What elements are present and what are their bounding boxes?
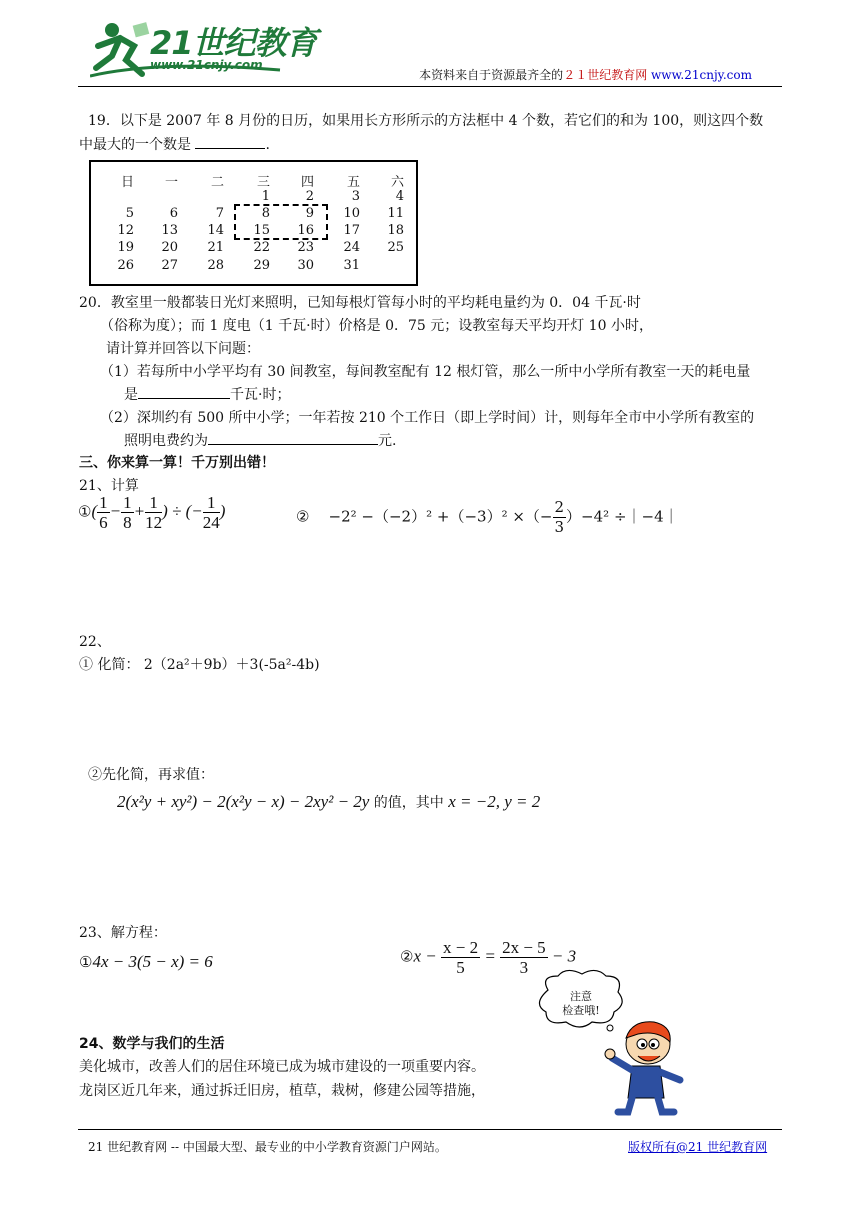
weekday-header: 日	[120, 175, 134, 190]
q23-label-1: ①	[79, 953, 93, 971]
q20-part2-blank[interactable]	[208, 430, 378, 445]
calendar-day: 26	[117, 258, 134, 273]
q20-part2-suffix: 元.	[378, 433, 397, 449]
fraction: $\frac{1}{8}$	[123, 493, 132, 532]
q20-line3: 请计算并回答以下问题：	[106, 341, 260, 357]
q20-part2-line1: （2）深圳约有 500 所中小学；一年若按 210 个工作日（即上学时间）计，则每年全市中小学所有教室的	[100, 410, 755, 426]
q23-label-2: ②	[400, 949, 414, 966]
q20-part1-blank[interactable]	[138, 384, 230, 399]
q23-eq1: 4x − 3(5 − x) = 6	[92, 952, 213, 971]
q20-part2-line2	[124, 430, 396, 450]
calendar-day: 28	[207, 258, 224, 273]
q20-line1: 20．教室里一般都装日光灯来照明，已知每根灯管每小时的平均耗电量约为 0．04 千瓦·时	[79, 295, 641, 311]
header-divider	[78, 86, 782, 87]
calendar-day: 11	[387, 206, 404, 221]
header-source	[419, 66, 752, 83]
calendar-day: 8	[261, 206, 270, 221]
q24-title: 24、数学与我们的生活	[79, 1036, 225, 1052]
calendar-day: 7	[215, 206, 224, 221]
calendar-day: 15	[253, 223, 270, 238]
q23-title: 23、解方程：	[79, 925, 167, 941]
calendar-day: 5	[125, 206, 134, 221]
q20-part2-prefix: 照明电费约为	[124, 433, 208, 449]
fraction: $\frac{2}{3}$	[554, 498, 565, 536]
q22-expression: 2(x²y + xy²) − 2(x²y − x) − 2xy² − 2y	[117, 792, 370, 811]
q21-expr-part-a: −2² −（−2）² +（−3）² ×（−	[328, 507, 553, 526]
fraction: $\frac{1}{12}$	[145, 493, 163, 532]
fraction: $\frac{1}{24}$	[202, 493, 220, 532]
q21-expression-2	[296, 498, 679, 537]
q22-condition: x = −2, y = 2	[448, 792, 541, 811]
calendar-day: 2	[305, 189, 314, 204]
calendar-day: 13	[161, 223, 178, 238]
calendar-day: 25	[387, 240, 404, 255]
calendar-day: 1	[261, 189, 270, 204]
footer-text: 21 世纪教育网 -- 中国最大型、最专业的中小学教育资源门户网站。	[88, 1140, 447, 1154]
q22-part2-line	[117, 792, 540, 812]
calendar-day: 24	[343, 240, 360, 255]
weekday-header: 四	[300, 175, 314, 190]
footer-copyright-link[interactable]: 版权所有@21 世纪教育网	[628, 1140, 768, 1154]
cartoon-character-icon	[598, 1018, 690, 1116]
q20-part1-prefix: 是	[124, 387, 138, 403]
q24-line1: 美化城市，改善人们的居住环境已成为城市建设的一项重要内容。	[79, 1059, 485, 1075]
fraction: $\frac{2x - 5}{3}$	[502, 938, 546, 977]
calendar-day: 30	[297, 258, 314, 273]
q21-expr-part-b: ）−4² ÷｜−4｜	[566, 507, 679, 526]
weekday-header: 三	[256, 175, 270, 190]
q19-line1: 19．以下是 2007 年 8 月份的日历，如果用长方形所示的方法框中 4 个数，若它们的和为 100，则这四个数	[88, 113, 764, 129]
q21-label-1: ①	[78, 504, 92, 521]
calendar-day: 31	[343, 258, 360, 273]
section3-title: 三、你来算一算！千万别出错！	[79, 455, 275, 471]
weekday-header: 一	[164, 175, 178, 190]
q23-eq2-b: − 3	[551, 946, 577, 966]
q20-part1-suffix: 千瓦·时；	[230, 387, 291, 403]
calendar-day: 14	[207, 223, 224, 238]
footer-divider	[78, 1129, 782, 1130]
q19-line2	[79, 134, 270, 154]
calendar-day: 27	[161, 258, 178, 273]
calendar-day: 6	[169, 206, 178, 221]
header-site[interactable]: ２１世纪教育网	[563, 68, 648, 82]
calendar-day: 12	[117, 223, 134, 238]
q19-prefix: 中最大的一个数是	[79, 137, 191, 153]
q19-suffix: .	[265, 137, 270, 153]
calendar-day: 17	[343, 223, 360, 238]
fraction: $\frac{1}{6}$	[99, 493, 108, 532]
q20-part1-line2	[124, 384, 290, 404]
logo-url: www.21cnjy.com	[150, 58, 263, 72]
header-url[interactable]: www.21cnjy.com	[651, 68, 752, 82]
bubble-text: 注意 检查哦!	[562, 990, 600, 1017]
logo-text: 21世纪教育	[150, 24, 317, 62]
q20-line2: （俗称为度）；而 1 度电（1 千瓦·时）价格是 0．75 元；设教室每天平均开灯 10 小时，	[100, 318, 653, 334]
calendar-day: 20	[161, 240, 178, 255]
q22-suffix: 的值，其中	[373, 795, 444, 811]
header-prefix: 本资料来自于资源最齐全的	[419, 68, 564, 82]
calendar-day: 10	[343, 206, 360, 221]
calendar-day: 18	[387, 223, 404, 238]
calendar-day: 16	[297, 223, 314, 238]
q22-part1: ① 化简： 2（2a²＋9b）＋3(-5a²-4b)	[79, 657, 320, 673]
q23-eq2-equals: =	[484, 946, 496, 966]
calendar-day: 3	[351, 189, 360, 204]
q23-eq2-a: x −	[413, 946, 437, 966]
q22-part2-title: ②先化简，再求值：	[88, 767, 214, 783]
q19-answer-blank[interactable]	[195, 134, 265, 149]
calendar-day: 19	[117, 240, 134, 255]
q21-label-2: ②	[296, 507, 310, 526]
calendar-day: 9	[305, 206, 314, 221]
calendar-day: 21	[207, 240, 224, 255]
q21-expression-1: ①( $\frac{1}{6}$ − $\frac{1}{8}$ + $\frac{1}{12}$ ) ÷ (− $\frac{1}{24}$ )	[78, 493, 226, 532]
q20-part1-line1: （1）若每所中小学平均有 30 间教室，每间教室配有 12 根灯管，那么一所中小学所有教室一天的耗电量	[100, 364, 751, 380]
calendar-day: 23	[297, 240, 314, 255]
weekday-header: 六	[390, 175, 404, 190]
weekday-header: 五	[346, 175, 360, 190]
calendar-day: 4	[395, 189, 404, 204]
calendar-day: 29	[253, 258, 270, 273]
calendar-day: 22	[253, 240, 270, 255]
fraction: $\frac{x - 2}{5}$	[442, 938, 479, 977]
q23-equation-1	[79, 952, 213, 972]
q21-title: 21、计算	[79, 478, 139, 494]
weekday-header: 二	[210, 175, 224, 190]
q24-line2: 龙岗区近几年来，通过拆迁旧房，植草，栽树，修建公园等措施，	[79, 1083, 485, 1099]
q22-title: 22、	[79, 634, 111, 650]
